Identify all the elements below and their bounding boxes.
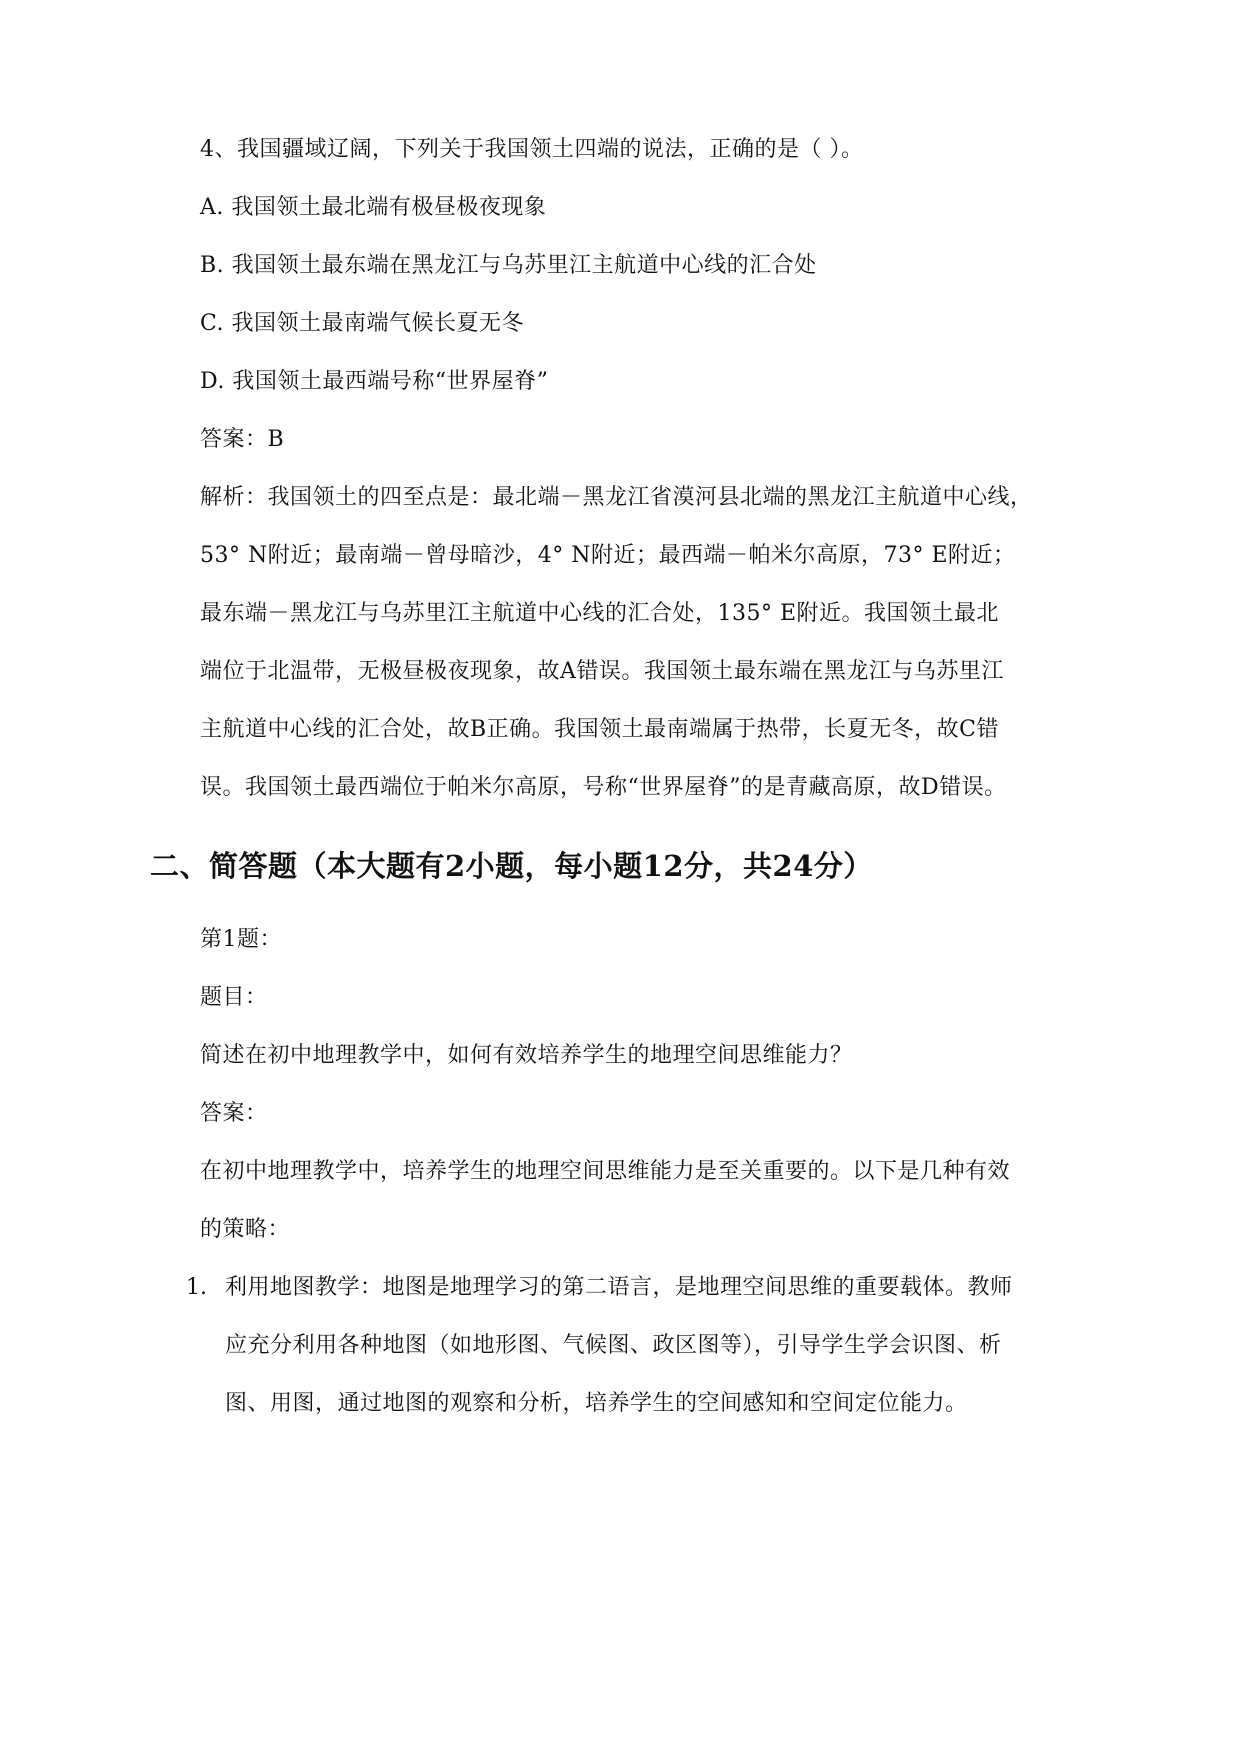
option-a: A. 我国领土最北端有极昼极夜现象 [200,195,547,220]
question-number-label: 第1题： [200,927,282,952]
option-c: C. 我国领土最南端气候长夏无冬 [200,311,525,336]
intro-line: 在初中地理教学中，培养学生的地理空间思维能力是至关重要的。以下是几种有效 [200,1159,1011,1184]
list-number: 1. [186,1275,207,1300]
topic-text: 简述在初中地理教学中，如何有效培养学生的地理空间思维能力？ [200,1043,853,1068]
answer-line: 答案：B [200,427,285,452]
option-d: D. 我国领土最西端号称“世界屋脊” [200,369,549,394]
section-heading: 二、简答题（本大题有2小题，每小题12分，共24分） [150,849,873,883]
analysis-line: 最东端－黑龙江与乌苏里江主航道中心线的汇合处，135° E附近。我国领土最北 [200,601,1000,626]
list-item-line: 应充分利用各种地图（如地形图、气候图、政区图等），引导学生学会识图、析 [225,1333,1002,1358]
analysis-line: 53° N附近；最南端－曾母暗沙，4° N附近；最西端－帕米尔高原，73° E附近； [200,543,1016,568]
intro-line: 的策略： [200,1217,291,1242]
answer-label: 答案： [200,1101,268,1126]
option-b: B. 我国领土最东端在黑龙江与乌苏里江主航道中心线的汇合处 [200,253,817,278]
list-item-line: 图、用图，通过地图的观察和分析，培养学生的空间感知和空间定位能力。 [225,1391,968,1416]
list-item-line: 利用地图教学：地图是地理学习的第二语言，是地理空间思维的重要载体。教师 [225,1275,1013,1300]
topic-label: 题目： [200,985,268,1010]
analysis-line: 解析：我国领土的四至点是：最北端－黑龙江省漠河县北端的黑龙江主航道中心线， [200,485,1033,510]
analysis-line: 主航道中心线的汇合处，故B正确。我国领土最南端属于热带，长夏无冬，故C错 [200,717,1000,742]
question-stem: 4、我国疆域辽阔，下列关于我国领土四端的说法，正确的是（ ）。 [200,137,864,162]
analysis-line: 误。我国领土最西端位于帕米尔高原，号称“世界屋脊”的是青藏高原，故D错误。 [200,775,1007,800]
analysis-line: 端位于北温带，无极昼极夜现象，故A错误。我国领土最东端在黑龙江与乌苏里江 [200,659,1004,684]
